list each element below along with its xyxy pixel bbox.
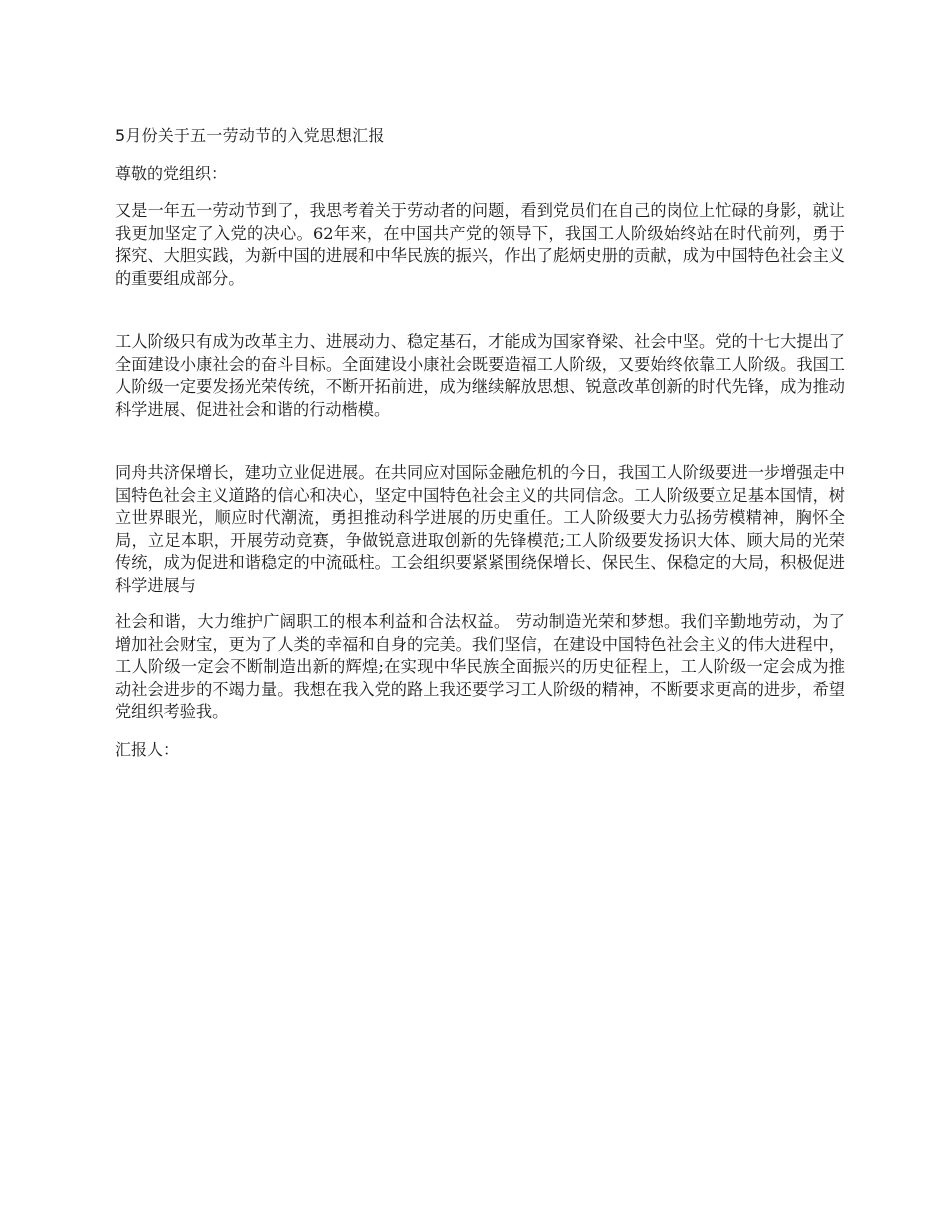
paragraph-1: 又是一年五一劳动节到了，我思考着关于劳动者的问题，看到党员们在自己的岗位上忙碌的身影，就让我更加坚定了入党的决心。62年来，在中国共产党的领导下，我国工人阶级始终站在时代前列，勇于探究、大胆实践，为新中国的进展和中华民族的振兴，作出了彪炳史册的贡献，成为中国特色社会主义的重要组成部分。 xyxy=(115,201,845,288)
reporter-label: 汇报人： xyxy=(115,739,180,759)
paragraph-spacer xyxy=(115,290,845,331)
paragraph-2: 工人阶级只有成为改革主力、进展动力、稳定基石，才能成为国家脊梁、社会中坚。党的十七大提出了全面建设小康社会的奋斗目标。全面建设小康社会既要造福工人阶级，又要始终依靠工人阶级。我国工人阶级一定要发扬光荣传统，不断开拓前进，成为继续解放思想、锐意改革创新的时代先锋，成为推动科学进展、促进社会和谐的行动楷模。 xyxy=(115,332,845,419)
paragraph-spacer xyxy=(115,421,845,462)
paragraph-spacer xyxy=(115,597,845,611)
document-page xyxy=(115,124,845,762)
salutation: 尊敬的党组织： xyxy=(115,164,228,183)
paragraph-4: 社会和谐，大力维护广阔职工的根本利益和合法权益。 劳动制造光荣和梦想。我们辛勤地劳动，为了增加社会财宝，更为了人类的幸福和自身的完美。我们坚信，在建设中国特色社会主义的伟大进程中，工人阶级一定会不断制造出新的辉煌;在实现中华民族全面振兴的历史征程上，工人阶级一定会成为推动社会进步的不竭力量。我想在我入党的路上我还要学习工人阶级的精神，不断要求更高的进步，希望党组织考验我。 xyxy=(115,612,845,721)
document-title: 5月份关于五一劳动节的入党思想汇报 xyxy=(115,126,385,145)
paragraph-3: 同舟共济保增长，建功立业促进展。在共同应对国际金融危机的今日，我国工人阶级要进一步增强走中国特色社会主义道路的信心和决心，坚定中国特色社会主义的共同信念。工人阶级要立足基本国情，树立世界眼光，顺应时代潮流，勇担推动科学进展的历史重任。工人阶级要大力弘扬劳模精神，胸怀全局，立足本职，开展劳动竞赛，争做锐意进取创新的先锋模范;工人阶级要发扬识大体、顾大局的光荣传统，成为促进和谐稳定的中流砥柱。工会组织要紧紧围绕保增长、保民生、保稳定的大局，积极促进科学进展与 xyxy=(115,463,845,595)
